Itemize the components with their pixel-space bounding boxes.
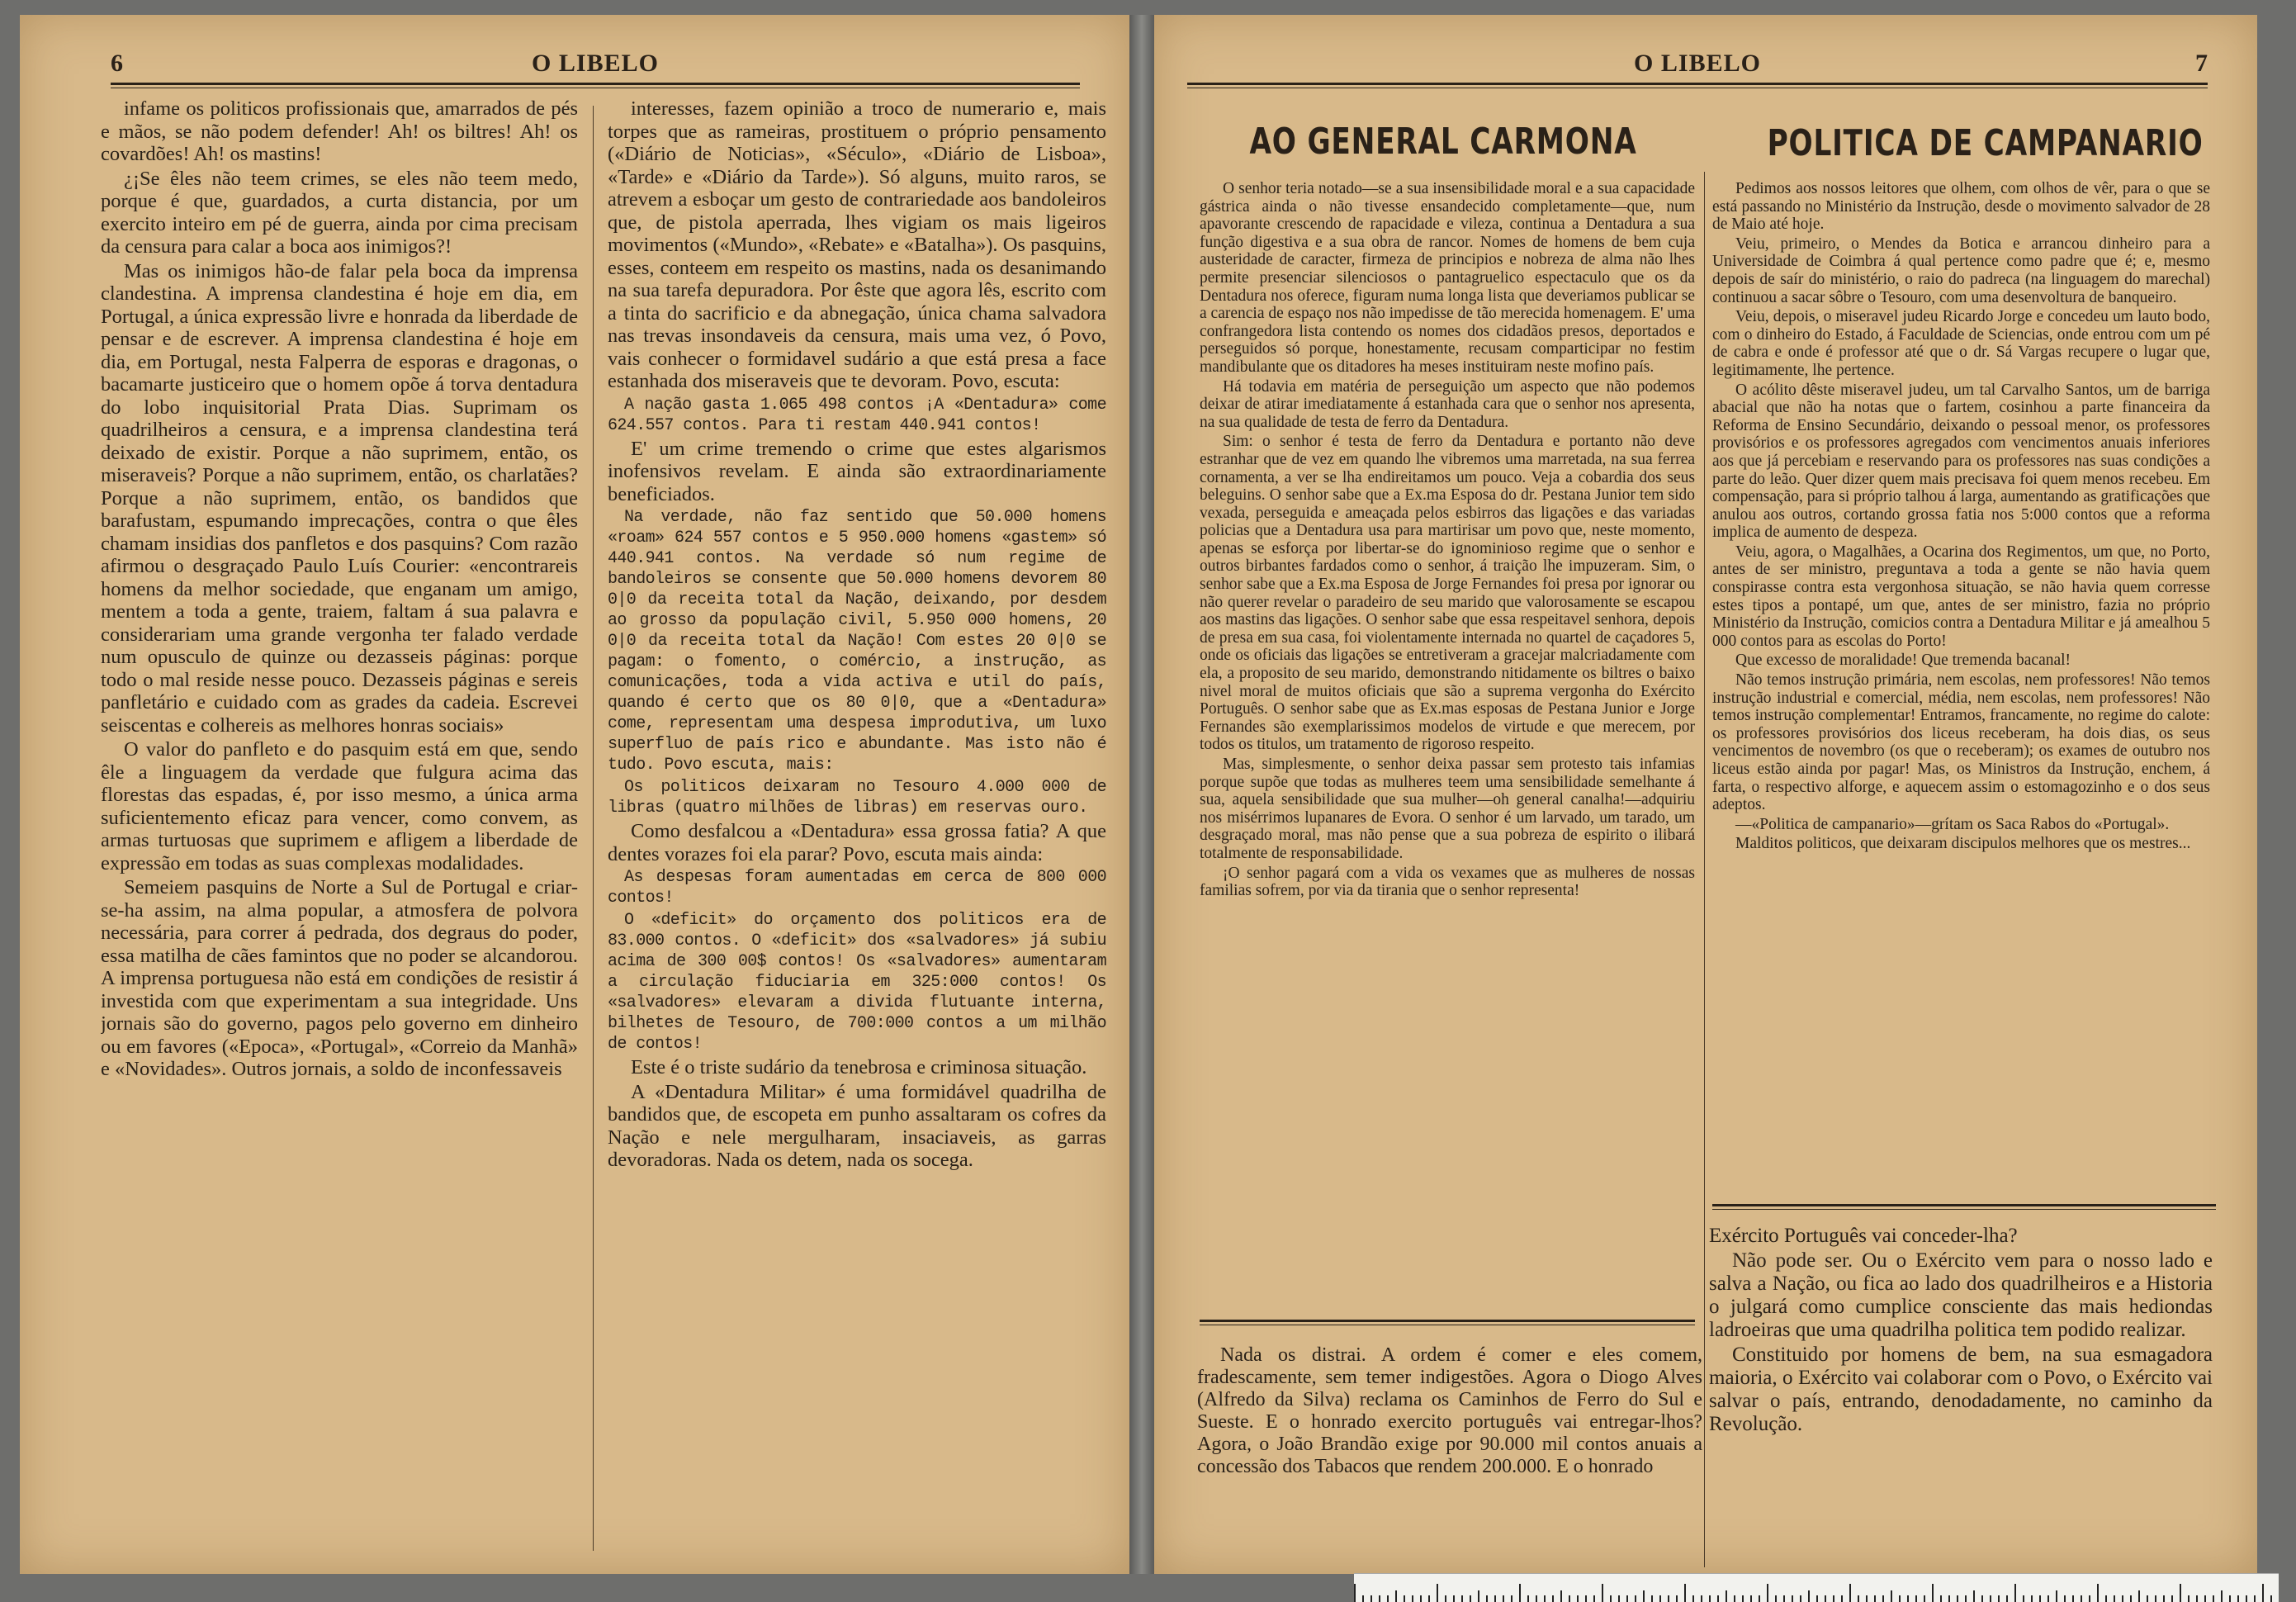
ruler-tick <box>1668 1595 1669 1602</box>
ruler-tick <box>1734 1595 1735 1602</box>
ruler-tick <box>2213 1595 2214 1602</box>
ruler-tick <box>1370 1595 1372 1602</box>
ruler-tick <box>1825 1595 1826 1602</box>
ruler-tick <box>1387 1595 1389 1602</box>
newspaper-title: O LIBELO <box>532 50 659 77</box>
paragraph: Veiu, depois, o miseravel judeu Ricardo Jorge e concedeu um lauto bodo, com o dinheiro do Estado, á Faculdade de Sciencias, onde entrou com um pé de cabra e onde é professor até que o dr. Sá Vargas recupere o lugar que, legitimamente, lhe pertence. <box>1712 308 2210 379</box>
paragraph: —«Politica de campanario»—grítam os Saca Rabos do «Portugal». <box>1735 815 2170 833</box>
column-divider <box>593 106 594 1551</box>
ruler-tick <box>1445 1595 1446 1602</box>
ruler-tick <box>2031 1595 2033 1602</box>
ruler-tick <box>1618 1595 1620 1602</box>
ruler-tick <box>2196 1595 2198 1602</box>
paragraph: ¿¡Se êles não teem crimes, se eles não teem medo, porque é que, guardados, a curta distancia, por um exercito inteiro em pé de guerra, ainda por cima precisam da censura para calar a boca aos inimigos?! <box>101 167 578 258</box>
ruler-tick <box>2237 1595 2239 1602</box>
ruler-tick <box>1792 1595 1793 1602</box>
right-page <box>1154 15 2257 1574</box>
ruler-tick <box>1395 1590 1397 1602</box>
ruler-tick <box>1511 1595 1513 1602</box>
paragraph: Veiu, primeiro, o Mendes da Botica e arrancou dinheiro para a Universidade de Coimbra á qual pertence como padre que é; e, mesmo depois de saír do ministério, o raio do padreca (na linguagem do marechal) continuou a sacar sôbre o Tesouro, com uma desenvoltura de banqueiro. <box>1712 235 2210 306</box>
paragraph: Há todavia em matéria de perseguição um aspecto que não podemos deixar de atirar imediatamente á estanhada cara que o senhor nos apresenta, na sua qualidade de testa de ferro da Dentadura. <box>1200 377 1695 431</box>
ruler-tick <box>2163 1595 2165 1602</box>
article-continuation-left <box>1197 1344 1702 1567</box>
paragraph: Não pode ser. Ou o Exército vem para o nosso lado e salva a Nação, ou fica ao lado dos quadrilheiros e a Historia o julgará como cumplice consciente das mais hediondas ladroeiras que uma quadrilha politica tem podido realizar. <box>1709 1249 2213 1341</box>
column-divider <box>1704 172 1705 1567</box>
ruler-tick <box>2006 1595 2008 1602</box>
ruler-tick <box>1874 1595 1876 1602</box>
headline-politica-campanario: POLITICA DE CAMPANARIO <box>1767 122 2204 164</box>
ruler-tick <box>1841 1595 1843 1602</box>
paragraph: A nação gasta 1.065 498 contos ¡A «Dentadura» come 624.557 contos. Para ti restam 440.941 contos! <box>608 395 1106 435</box>
ruler-tick <box>1552 1595 1554 1602</box>
ruler-tick <box>2130 1595 2132 1602</box>
article-column-2 <box>608 97 1106 1559</box>
ruler-tick <box>2056 1590 2057 1602</box>
paragraph: Na verdade, não faz sentido que 50.000 homens «roam» 624 557 contos e 5 950.000 homens «gastem» só 440.941 contos. Na verdade só num regime de bandoleiros se consente que 50.000 homens devorem 80 0|0 da receita total da Nação, deixando, por desdem ao grosso da população civil, 5.950 000 homens, 20 0|0 da receita total da Nação! Com estes 20 0|0 se pagam: o fomento, o comércio, a instrução, as comunicações, toda a vida activa e util do país, quando é certo que os 80 0|0, que a «Dentadura» come, representam uma despesa improdutiva, um luxo superfluo de país rico e abundante. Mas isto não é tudo. Povo escuta, mais: <box>608 508 1106 775</box>
ruler-tick <box>1536 1595 1537 1602</box>
ruler-tick <box>1915 1595 1917 1602</box>
ruler-tick <box>1981 1595 1983 1602</box>
ruler-tick <box>2246 1595 2247 1602</box>
paragraph: Malditos politicos, que deixaram discipulos melhores que os mestres... <box>1735 835 2191 853</box>
ruler-tick <box>2114 1595 2115 1602</box>
ruler-tick <box>1882 1595 1884 1602</box>
ruler-tick <box>1569 1595 1570 1602</box>
ruler-tick <box>2081 1595 2082 1602</box>
section-rule-thin <box>1712 1209 2216 1210</box>
paragraph: infame os politicos profissionais que, amarrados de pés e mãos, se não podem defender! Ah! os biltres! Ah! os covardões! Ah! os mastins! <box>101 97 578 165</box>
ruler-tick <box>1519 1584 1521 1602</box>
ruler-tick <box>1362 1595 1364 1602</box>
ruler-tick <box>1602 1584 1603 1602</box>
section-rule <box>1712 1204 2216 1206</box>
ruler-tick <box>1899 1595 1901 1602</box>
paragraph: As despesas foram aumentadas em cerca de 800 000 contos! <box>608 868 1106 908</box>
ruler-tick <box>1924 1595 1925 1602</box>
ruler-tick <box>1643 1590 1645 1602</box>
ruler-tick <box>1651 1595 1653 1602</box>
ruler-tick <box>1470 1595 1471 1602</box>
ruler-tick <box>1635 1595 1636 1602</box>
book-gutter <box>1129 15 1154 1574</box>
ruler-tick <box>1544 1595 1546 1602</box>
header-rule <box>111 83 1080 85</box>
ruler-tick <box>1800 1595 1801 1602</box>
paragraph: Este é o triste sudário da tenebrosa e criminosa situação. <box>631 1056 1087 1078</box>
ruler-tick <box>1907 1595 1909 1602</box>
ruler-tick <box>1701 1595 1702 1602</box>
header-rule <box>1187 83 2208 85</box>
ruler-tick <box>1494 1595 1496 1602</box>
paragraph: A «Dentadura Militar» é uma formidável quadrilha de bandidos que, de escopeta em punho assaltaram os cofres da Nação e nele mergulharam, insaciaveis, as garras devoradoras. Nada os detem, nada os socega. <box>608 1080 1106 1171</box>
ruler-tick <box>1527 1595 1529 1602</box>
ruler-tick <box>1593 1595 1595 1602</box>
measurement-ruler <box>1354 1573 2279 1602</box>
ruler-tick <box>2155 1595 2156 1602</box>
ruler-tick <box>1420 1595 1422 1602</box>
article-column-1 <box>101 97 578 1559</box>
paragraph: Nada os distrai. A ordem é comer e eles comem, fradescamente, sem temer indigestões. Agora o Diogo Alves (Alfredo da Silva) reclama os Caminhos de Ferro do Sul e Sueste. E o honrado exercito português vai entregar-lhos? Agora, o João Brandão exige por 90.000 mil contos anuais a concessão dos Tabacos que rendem 200.000. E o honrado <box>1197 1344 1702 1477</box>
ruler-tick <box>2023 1595 2024 1602</box>
paragraph: ¡O senhor pagará com a vida os vexames que as mulheres de nossas familias sofrem, por via da tirania que o senhor representa! <box>1200 864 1695 900</box>
ruler-tick <box>1354 1584 1356 1602</box>
ruler-tick <box>1692 1595 1694 1602</box>
ruler-tick <box>1973 1590 1975 1602</box>
ruler-tick <box>1726 1590 1727 1602</box>
ruler-tick <box>1891 1590 1892 1602</box>
ruler-tick <box>2047 1595 2049 1602</box>
ruler-tick <box>1478 1590 1479 1602</box>
ruler-tick <box>1849 1584 1851 1602</box>
paragraph: Mas os inimigos hão-de falar pela boca da imprensa clandestina. A imprensa clandestina é hoje em dia, em Portugal, a única expressão livre e honrada da liberdade de pensar e de escrever. A imprensa clandestina é hoje em dia, em Portugal, nesta Falperra de esporas e dragonas, o bacamarte justiceiro que o homem opõe á torva dentadura do lobo inquisitorial Prata Dias. Suprimam os quadrilheiros a censura, e a imprensa clandestina terá deixado de existir. Porque a não suprimem, então, os miseraveis? Porque a não suprimem, então, os charlatães? Porque a não suprimem, então, os bandidos que barafustam, espumando imprecações, contra o que êles chamam insidias dos panfletos e dos pasquins? Com razão afirmou o desgraçado Paulo Luís Courier: «encontrareis homens da melhor sociedade, que enganam um amigo, mentem a toda a gente, traiem, faltam á sua palavra e considerariam uma grande vergonha ter falado verdade num opusculo de quinze ou dezasseis páginas: porque todo o mal reside nesse pouco. Dezasseis páginas e sereis panfletário e cuidado com as grades da cadeia. Escrevei seiscentas e colhereis as melhores honras sociais» <box>101 259 578 737</box>
paragraph: O senhor teria notado—se a sua insensibilidade moral e a sua capacidade gástrica ainda o não tivesse ensandecido completamente—que, num apavorante crescendo de rapacidade e vileza, continua a Dentadura a sua função digestiva e a sua obra de rancor. Nomes de homens de bem cuja austeridade de caracter, firmeza de principios e nobreza de alma não lhes permite presenciar silenciosos o pantagruelico espectaculo que os da Dentadura nos oferece, figuram numa longa lista que deveriamos publicar se a carencia de espaço nos não impedisse de tão merecida homenagem. E' uma confrangedora lista contendo os nomes dos cidadãos presos, deportados e perseguidos só porque, honestamente, recusam comparticipar no festim mandibulante que os ditadores ha meses instituiram neste mofino país. <box>1200 180 1695 376</box>
ruler-tick <box>1742 1595 1744 1602</box>
running-head <box>111 50 1080 83</box>
ruler-tick <box>1816 1595 1818 1602</box>
paragraph: Os politicos deixaram no Tesouro 4.000 000 de libras (quatro milhões de libras) em reservas ouro. <box>608 778 1106 818</box>
ruler-tick <box>2089 1595 2090 1602</box>
ruler-tick <box>1833 1595 1834 1602</box>
ruler-tick <box>1759 1595 1760 1602</box>
ruler-tick <box>1866 1595 1868 1602</box>
paragraph: O acólito dêste miseravel judeu, um tal Carvalho Santos, um de barriga abacial que não ha notas que o fartem, cosinhou a parte financeira da Reforma de Ensino Secundário, deixando o pessoal menor, os professores provisórios e os professores agregados com vencimentos anuais inferiores aos que já percebiam e reservando para os professores nas suas condições a parte do leão. Quer dizer quem mais precisava foi quem menos recebeu. Em compensação, para si próprio talhou á larga, aumentando as gratificações que anulou aos outros, cortando grossa fatia nos 5:000 contos que a reforma implica de aumento de despeza. <box>1712 381 2210 542</box>
ruler-tick <box>2254 1595 2256 1602</box>
ruler-tick <box>1948 1595 1950 1602</box>
ruler-tick <box>1750 1595 1752 1602</box>
ruler-tick <box>2229 1595 2231 1602</box>
article-continuation-right <box>1709 1225 2213 1571</box>
ruler-tick <box>1932 1584 1934 1602</box>
paragraph: Como desfalcou a «Dentadura» essa grossa fatia? A que dentes vorazes foi ela parar? Povo, escuta mais ainda: <box>608 820 1106 865</box>
paragraph: Exército Português vai conceder-lha? <box>1709 1225 2018 1247</box>
paragraph: Veiu, agora, o Magalhães, a Ocarina dos Regimentos, um que, no Porto, antes de ser ministro, preguntava a toda a gente se não havia quem conspirasse contra esta vergonhosa situação, se não havia quem corresse estes tipos a pontapé, um que, antes de ser ministro, fazia no próprio Ministério da Instrução, comicios contra a Dentadura Militar e já amealhou 5 000 contos para as escolas do Porto! <box>1712 543 2210 650</box>
ruler-tick <box>1560 1590 1562 1602</box>
ruler-tick <box>1503 1595 1504 1602</box>
ruler-tick <box>1585 1595 1587 1602</box>
ruler-tick <box>2204 1595 2206 1602</box>
ruler-tick <box>2270 1595 2272 1602</box>
ruler-tick <box>2138 1590 2140 1602</box>
ruler-tick <box>2262 1584 2264 1602</box>
ruler-tick <box>1808 1590 1810 1602</box>
paragraph: interesses, fazem opinião a troco de numerario e, mais torpes que as rameiras, prostituem o próprio pensamento («Diário de Noticias», «Século», «Diário de Lisboa», «Tarde» e «Diário da Tarde»). Só alguns, muito raros, se atrevem a esboçar um gesto de contrariedade aos bandoleiros que, de pistola aperrada, lhes vigiam os mais ligeiros movimentos («Mundo», «Rebate» e «Batalha»). Os pasquins, esses, conteem em respeito os mastins, nada os desanimando na sua tarefa depuradora. Por êste que agora lês, escrito com a tinta do sacrificio e da abnegação, única chama salvadora nas trevas insondaveis da censura, mais uma vez, ó Povo, vais conhecer o formidavel sudário a que está presa a face estanhada dos miseraveis que te devoram. Povo, escuta: <box>608 97 1106 392</box>
ruler-tick <box>1428 1595 1430 1602</box>
paragraph: Constituido por homens de bem, na sua esmagadora maioria, o Exército vai colaborar com o Povo, o Exército vai salvar o país, entrando, denodadamente, no caminho da Revolução. <box>1709 1344 2213 1435</box>
ruler-tick <box>1453 1595 1455 1602</box>
ruler-tick <box>1577 1595 1579 1602</box>
ruler-tick <box>1461 1595 1463 1602</box>
ruler-tick <box>1610 1595 1612 1602</box>
ruler-tick <box>2014 1584 2016 1602</box>
ruler-tick <box>1437 1584 1438 1602</box>
paragraph: O «deficit» do orçamento dos politicos era de 83.000 contos. O «deficit» dos «salvadores» já subiu acima de 300 00$ contos! Os «salvadores» aumentaram a circulação fiduciaria em 325:000 contos! Os «salvadores» elevaram a divida flutuante interna, bilhetes de Tesouro, de 700:000 contos a um milhão de contos! <box>608 911 1106 1054</box>
ruler-tick <box>2122 1595 2123 1602</box>
paragraph: Mas, simplesmente, o senhor deixa passar sem protesto tais infamias porque supõe que todas as mulheres teem uma sensibilidade semelhante á sua, aquela sensibilidade que sua mulher—oh general canalha!—adquiriu nos misérrimos lupanares de Evora. O senhor é um larvado, um tarado, um desgraçado moral, mas não pense que a sua pobreza de espirito o ilibará totalmente de responsabilidade. <box>1200 756 1695 862</box>
ruler-tick <box>1412 1595 1413 1602</box>
ruler-tick <box>1990 1595 1991 1602</box>
ruler-tick <box>1709 1595 1711 1602</box>
article-general-carmona <box>1200 180 1695 1320</box>
ruler-tick <box>1684 1584 1686 1602</box>
newspaper-title: O LIBELO <box>1634 50 1761 77</box>
ruler-tick <box>2147 1595 2148 1602</box>
ruler-tick <box>1783 1595 1785 1602</box>
ruler-tick <box>2097 1584 2099 1602</box>
ruler-tick <box>1404 1595 1405 1602</box>
ruler-tick <box>1626 1595 1628 1602</box>
paragraph: Semeiem pasquins de Norte a Sul de Portugal e criar-se-ha assim, na alma popular, a atmosfera de polvora necessária, para correr á pedrada, dos degraus do poder, essa matilha de cães famintos que no poder se alcandorou. A imprensa portuguesa não está em condições de resistir á investida com que experimentam a sua integridade. Uns jornais são do governo, pagos pelo governo em dinheiro ou em favores («Epoca», «Portugal», «Correio da Manhã» e «Novidades». Outros jornais, a soldo de inconfessaveis <box>101 876 578 1080</box>
ruler-tick <box>1717 1595 1719 1602</box>
article-politica-campanario <box>1712 180 2210 1196</box>
ruler-tick <box>2064 1595 2066 1602</box>
paragraph: Sim: o senhor é testa de ferro da Dentadura e portanto não deve estranhar que de vez em quando lhe vibremos uma marretada, na sua ferrea cornamenta, a ver se lha endireitamos um pouco. Veja a cobardia dos seus beleguins. O senhor sabe que a Ex.ma Esposa do dr. Pestana Junior tem sido vexada, perseguida e ameaçada pelos esbirros das ligações e das variadas policias que a Dentadura usa para martirisar um povo que, neste momento, apenas se esforça por libertar-se do ignominioso regime que o senhor e outros birbantes fardados como o senhor, á traição lhe impuzeram. Sim, o senhor sabe que a Ex.ma Esposa de Jorge Fernandes foi presa por ignorar ou não querer revelar o paradeiro de seu marido que valorosamente se escapou aos mastins das ligações. O senhor sabe que essa respeitavel senhora, depois de presa em sua casa, foi violentamente internada no quartel de caçadores 5, onde os oficiais das ligações se entretiveram a gracejar malcriadamente com ela, a proposito de seu marido, demonstrando nitidamente os biltres o baixo nivel moral de muitos oficiais que são a suprema vergonha do Exército Português. O senhor sabe que as Ex.mas esposas de Pestana Junior e Jorge Fernandes são exemplarissimos modelos de virtude e que merecem, por todos os titulos, um tratamento de rigoroso respeito. <box>1200 433 1695 754</box>
ruler-tick <box>1775 1595 1777 1602</box>
page-number: 6 <box>111 50 123 77</box>
paragraph: Não temos instrução primária, nem escolas, nem professores! Não temos instrução industrial e comercial, média, nem escolas, nem professores! Não temos instrução complementar! Entramos, francamente, no regime do calote: os professores provisórios dos liceus receberam, ha dois dias, os seus vencimentos de novembro (os que o receberam); os exames de outubro nos liceus estão ainda por pagar! Mas, os Ministros da Instrução, enchem, á farta, o respectivo alforge, e aquecem assim o estomagozinho e o dos seus adeptos. <box>1712 671 2210 814</box>
ruler-tick <box>2180 1584 2181 1602</box>
running-head <box>1187 50 2208 83</box>
ruler-tick <box>2221 1590 2223 1602</box>
ruler-tick <box>1676 1595 1678 1602</box>
headline-general-carmona: AO GENERAL CARMONA <box>1249 121 1637 163</box>
section-rule <box>1200 1320 1695 1322</box>
ruler-tick <box>2171 1595 2173 1602</box>
left-page <box>20 15 1129 1574</box>
ruler-tick <box>1486 1595 1488 1602</box>
ruler-tick <box>1858 1595 1859 1602</box>
ruler-tick <box>1957 1595 1958 1602</box>
page-number: 7 <box>2195 50 2208 77</box>
ruler-tick <box>1998 1595 2000 1602</box>
ruler-tick <box>2072 1595 2074 1602</box>
paragraph: O valor do panfleto e do pasquim está em que, sendo êle a linguagem da verdade que fulgura acima das florestas das espadas, é, por isso mesmo, a única arma suficientemento eficaz para vencer, como convem, as armas turtuosas que suprimem e afligem a liberdade de expressão em todas as suas complexas modalidades. <box>101 738 578 874</box>
ruler-tick <box>2039 1595 2041 1602</box>
ruler-tick <box>1659 1595 1661 1602</box>
paragraph: E' um crime tremendo o crime que estes algarismos inofensivos revelam. E ainda são extraordinariamente beneficiados. <box>608 437 1106 505</box>
ruler-tick <box>2105 1595 2107 1602</box>
ruler-tick <box>1767 1584 1768 1602</box>
ruler-tick <box>1940 1595 1942 1602</box>
ruler-tick <box>2188 1595 2189 1602</box>
paragraph: Pedimos aos nossos leitores que olhem, com olhos de vêr, para o que se está passando no Ministério da Instrução, desde o movimento salvador de 28 de Maio até hoje. <box>1712 180 2210 234</box>
ruler-tick <box>1379 1595 1380 1602</box>
paragraph: Que excesso de moralidade! Que tremenda bacanal! <box>1735 652 2071 670</box>
ruler-tick <box>1965 1595 1967 1602</box>
